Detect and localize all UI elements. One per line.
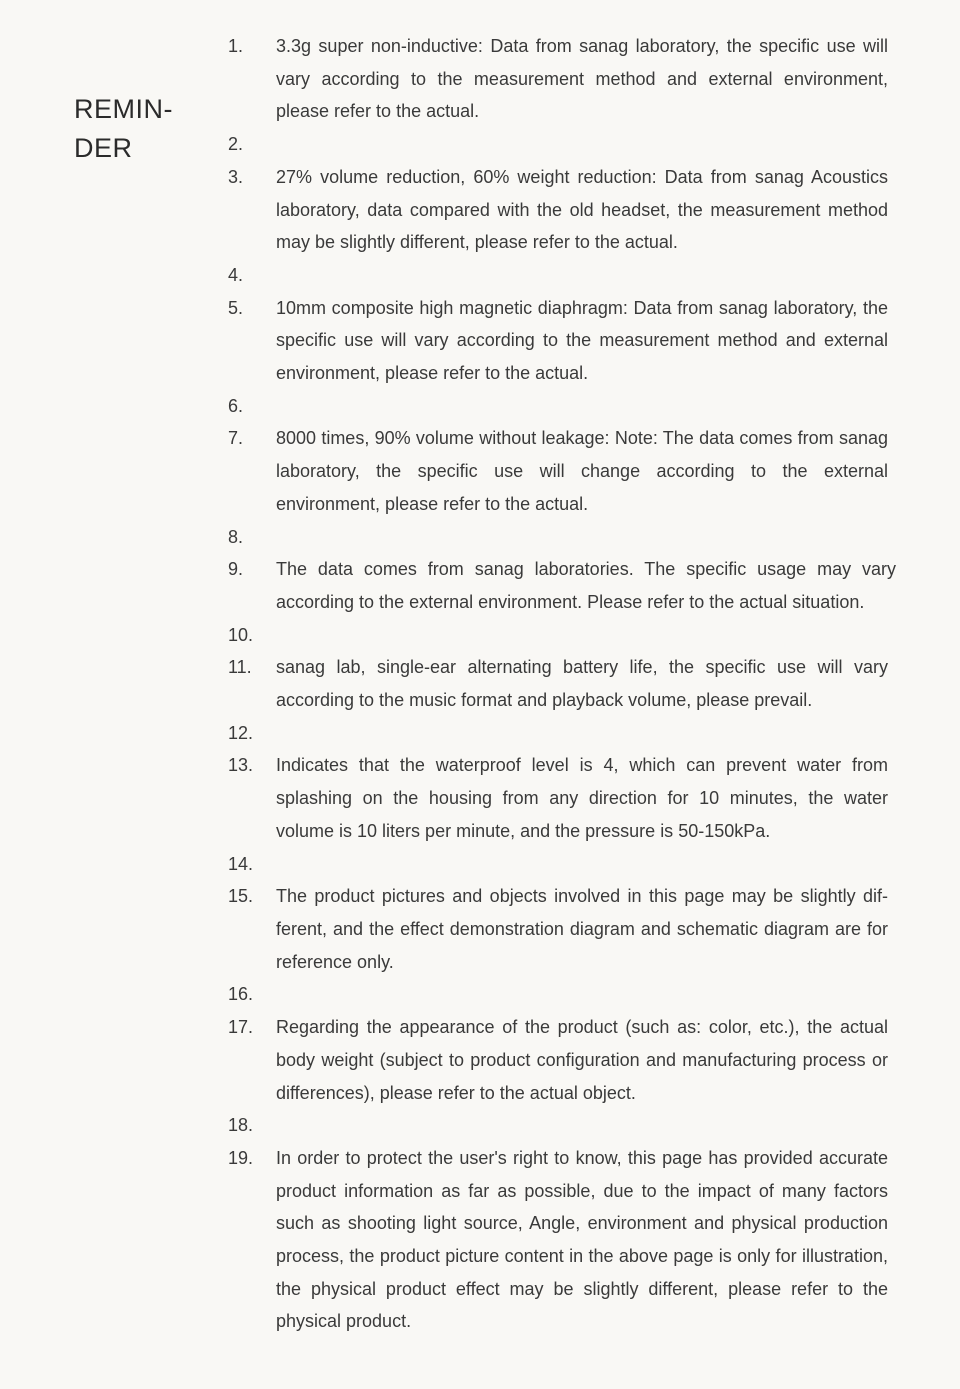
note-text (276, 259, 888, 292)
note-text: The product pictures and objects involved in this page may be slightly dif- ferent, and the effect demonstration diagram and schematic diagram are for reference only. (276, 886, 888, 972)
note-item (228, 1142, 888, 1338)
note-number: 5. (228, 297, 244, 318)
note-text (276, 521, 888, 554)
note-number: 11. (228, 657, 252, 678)
note-item (228, 848, 888, 881)
reminder-title (74, 90, 214, 168)
note-number: 14. (228, 853, 254, 874)
note-item (228, 259, 888, 292)
note-item (228, 619, 888, 652)
note-number: 2. (228, 134, 244, 155)
notes-list (228, 30, 896, 1338)
note-item (228, 880, 888, 978)
note-text: 8000 times, 90% volume without leakage: Note: The data comes from sanag laboratory, the specific use will change according to the external environment, please refer to the actual. (276, 428, 888, 514)
note-number: 13. (228, 755, 254, 776)
note-text: The data comes from sanag laboratories. The specific usage may vary according to the external environment. Please refer to the actual situation. (276, 559, 896, 612)
note-number: 4. (228, 264, 244, 285)
note-number: 16. (228, 984, 254, 1005)
note-item (228, 390, 888, 423)
note-item (228, 553, 896, 618)
note-number: 17. (228, 1017, 254, 1038)
note-text (276, 848, 888, 881)
note-item (228, 128, 888, 161)
note-text (276, 1109, 888, 1142)
note-number: 9. (228, 559, 244, 580)
reminder-title-line-1: REMIN- (74, 94, 173, 124)
note-text (276, 128, 888, 161)
note-item (228, 292, 888, 390)
note-number: 8. (228, 526, 244, 547)
reminder-title-line-2: DER (74, 133, 133, 163)
note-number: 15. (228, 886, 254, 907)
note-text (276, 390, 888, 423)
note-number: 19. (228, 1147, 254, 1168)
note-number: 3. (228, 166, 244, 187)
note-item (228, 30, 888, 128)
note-text (276, 717, 888, 750)
note-item (228, 651, 888, 716)
note-item (228, 1109, 888, 1142)
note-item (228, 1011, 888, 1109)
note-item (228, 978, 888, 1011)
note-item (228, 422, 888, 520)
note-number: 6. (228, 395, 244, 416)
note-item (228, 717, 888, 750)
note-number: 7. (228, 428, 244, 449)
note-number: 10. (228, 624, 254, 645)
note-item (228, 749, 888, 847)
note-text: 27% volume reduction, 60% weight reduction: Data from sanag Acoustics laboratory, data compared with the old headset, the measurement method may be slightly different, please refer to the actual. (276, 166, 888, 253)
note-text (276, 619, 888, 652)
note-text: In order to protect the user's right to know, this page has provided accurate product information as far as possible, due to the impact of many factors such as shooting light source, Angle, environment and physical production process, the product picture content in the above page is only for illustration, the physical product effect may be slightly different, please refer to the physical product. (276, 1147, 888, 1332)
note-text: 10mm composite high magnetic diaphragm: Data from sanag laboratory, the specific use will vary according to the measurement method and external environment, please refer to the actual. (276, 297, 888, 384)
note-text (276, 978, 888, 1011)
note-text: sanag lab, single-ear alternating battery life, the specific use will vary according to the music format and playback volume, please prevail. (276, 657, 888, 711)
note-number: 18. (228, 1115, 254, 1136)
note-text: 3.3g super non-inductive: Data from sanag laboratory, the specific use will vary according to the measurement method and external environment, please refer to the actual. (276, 36, 888, 122)
note-item (228, 161, 888, 259)
note-item (228, 521, 888, 554)
note-number: 1. (228, 36, 244, 56)
note-text: Regarding the appearance of the product (such as: color, etc.), the actual body weight (subject to product configuration and manufacturing process or differences), please refer to the actual object. (276, 1017, 888, 1103)
note-number: 12. (228, 722, 254, 743)
note-text: Indicates that the waterproof level is 4, which can prevent water from splashing on the housing from any direction for 10 minutes, the water volume is 10 liters per minute, and the pressure is 50-150kPa. (276, 755, 888, 841)
